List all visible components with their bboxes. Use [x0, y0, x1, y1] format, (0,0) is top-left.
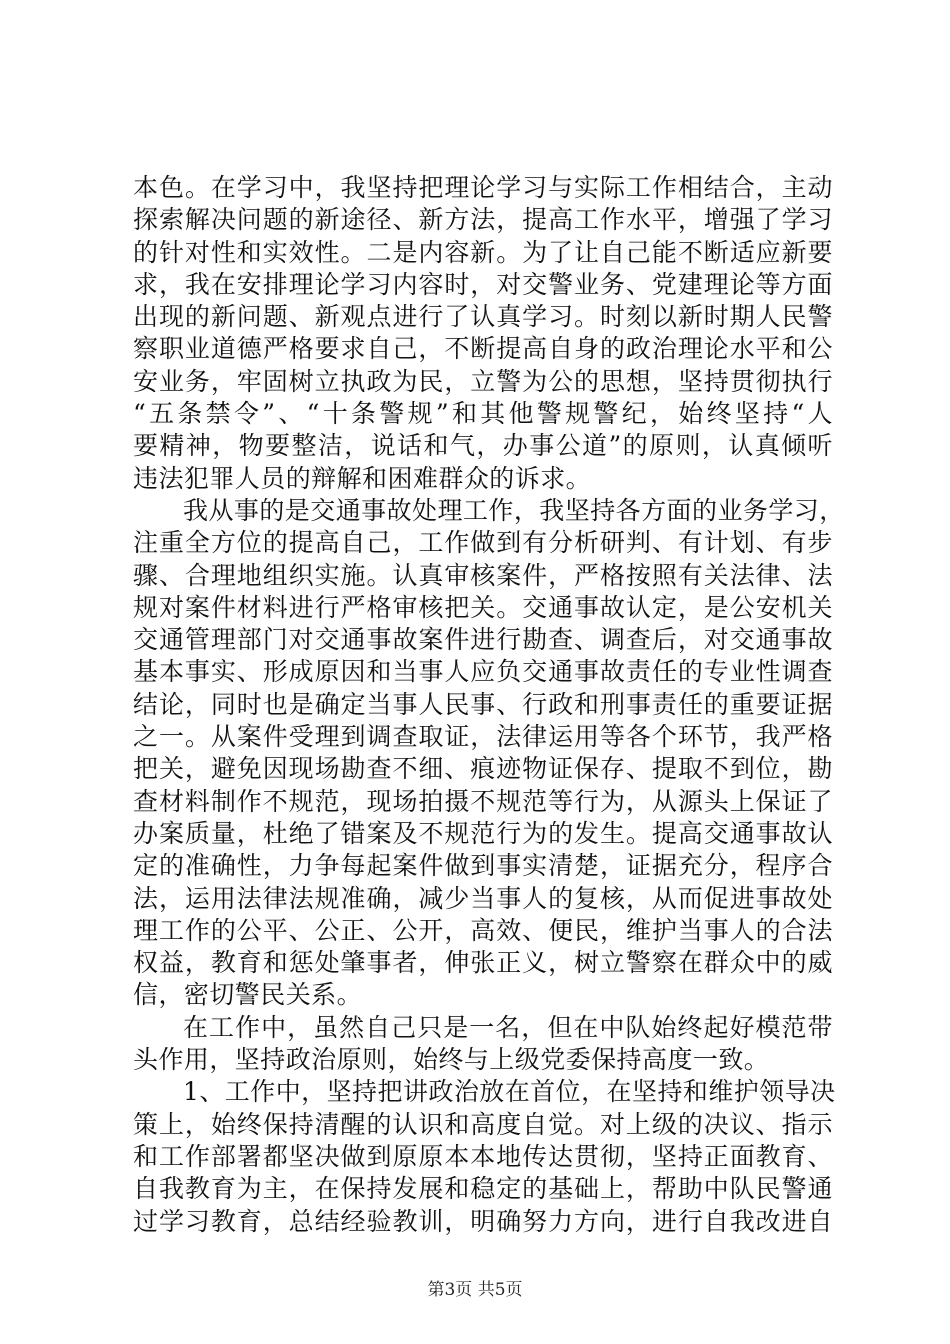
- text-line: 办案质量，杜绝了错案及不规范行为的发生。提高交通事故认: [133, 818, 833, 848]
- text-line: 自我教育为主，在保持发展和稳定的基础上，帮助中队民警通: [133, 1174, 833, 1204]
- page-number-footer: 第3页 共5页: [427, 1280, 523, 1300]
- text-line: 1、工作中，坚持把讲政治放在首位，在坚持和维护领导决: [183, 1077, 836, 1107]
- text-line: 探索解决问题的新途径、新方法，提高工作水平，增强了学习: [133, 205, 833, 235]
- text-line: 在工作中，虽然自己只是一名，但在中队始终起好模范带: [183, 1012, 833, 1042]
- text-line: 规对案件材料进行严格审核把关。交通事故认定，是公安机关: [133, 592, 833, 622]
- text-line: 我从事的是交通事故处理工作，我坚持各方面的业务学习，: [183, 495, 845, 525]
- text-line: 和工作部署都坚决做到原原本本地传达贯彻，坚持正面教育、: [133, 1141, 833, 1171]
- text-line: 法，运用法律法规准确，减少当事人的复核，从而促进事故处: [133, 883, 833, 913]
- text-line: 策上，始终保持清醒的认识和高度自觉。对上级的决议、指示: [133, 1109, 833, 1139]
- text-line: 安业务，牢固树立执政为民，立警为公的思想，坚持贯彻执行: [133, 366, 833, 396]
- text-line: 本色。在学习中，我坚持把理论学习与实际工作相结合，主动: [133, 173, 833, 202]
- text-line: 基本事实、形成原因和当事人应负交通事故责任的专业性调查: [133, 657, 833, 687]
- text-line: 过学习教育，总结经验教训，明确努力方向，进行自我改进自: [133, 1206, 833, 1236]
- text-line: 求，我在安排理论学习内容时，对交警业务、党建理论等方面: [133, 269, 833, 299]
- text-line: 的针对性和实效性。二是内容新。为了让自己能不断适应新要: [133, 237, 833, 267]
- text-line: 把关，避免因现场勘查不细、痕迹物证保存、提取不到位，勘: [133, 754, 833, 784]
- text-line: 理工作的公平、公正、公开，高效、便民，维护当事人的合法: [133, 915, 833, 945]
- text-line: 头作用，坚持政治原则，始终与上级党委保持高度一致。: [133, 1045, 770, 1075]
- text-line: 要精神，物要整洁，说话和气，办事公道”的原则，认真倾听: [133, 431, 833, 461]
- body-text: [133, 172, 845, 1238]
- text-line: 权益，教育和惩处肇事者，伸张正义，树立警察在群众中的威: [133, 948, 833, 978]
- text-line: 交通管理部门对交通事故案件进行勘查、调查后，对交通事故: [133, 625, 833, 655]
- text-line: 定的准确性，力争每起案件做到事实清楚，证据充分，程序合: [133, 851, 833, 881]
- text-line: 骤、合理地组织实施。认真审核案件，严格按照有关法律、法: [133, 560, 833, 590]
- text-line: 信，密切警民关系。: [133, 980, 363, 1010]
- text-line: “五条禁令”、“十条警规”和其他警规警纪，始终坚持“人: [133, 399, 833, 429]
- text-line: 察职业道德严格要求自己，不断提高自身的政治理论水平和公: [133, 334, 833, 364]
- text-line: 出现的新问题、新观点进行了认真学习。时刻以新时期人民警: [133, 302, 833, 332]
- text-line: 违法犯罪人员的辩解和困难群众的诉求。: [133, 463, 592, 493]
- text-line: 查材料制作不规范，现场拍摄不规范等行为，从源头上保证了: [133, 786, 833, 816]
- text-line: 结论，同时也是确定当事人民事、行政和刑事责任的重要证据: [133, 689, 833, 719]
- text-line: 之一。从案件受理到调查取证，法律运用等各个环节，我严格: [133, 722, 833, 752]
- text-line: 注重全方位的提高自己，工作做到有分析研判、有计划、有步: [133, 528, 833, 558]
